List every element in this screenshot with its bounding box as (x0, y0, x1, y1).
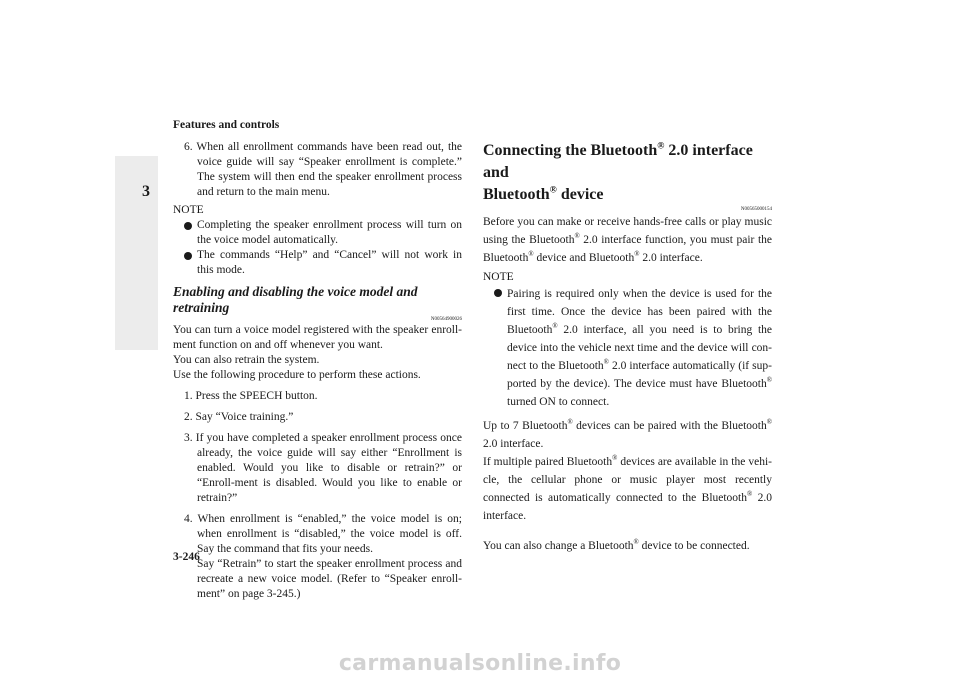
step-2: 2. Say “Voice training.” (184, 411, 294, 423)
section-title: Features and controls (173, 119, 280, 131)
chapter-tab (115, 156, 158, 350)
heading-code: N00564900026 (430, 317, 462, 322)
paragraph: You can also change a Bluetooth® device to be connected. (483, 539, 750, 552)
bullet-icon (184, 222, 192, 230)
section-heading: Connecting the Bluetooth® 2.0 interface and Bluetooth® device (483, 140, 753, 203)
note-item-text: Completing the speaker enrollment process will turn on the voice model automatically. (197, 219, 462, 246)
note-label: NOTE (483, 271, 514, 283)
page-number: 3-246 (173, 551, 200, 563)
step-1: 1. Press the SPEECH button. (184, 390, 318, 402)
intro-paragraph: Before you can make or receive hands-free calls or play music using the Bluetooth® 2.0 interface function, you must pair the Bluetooth® device and Bluetooth® 2.0 interface. (483, 216, 772, 264)
bullet-icon (494, 289, 502, 297)
paragraph: Up to 7 Bluetooth® devices can be paired with the Bluetooth® 2.0 interface. (483, 419, 772, 450)
paragraph: If multiple paired Bluetooth® devices are available in the vehi-cle, the cellular phone or music player most recently connected is automatically connected to the Bluetooth® 2.0 interface. (483, 455, 773, 522)
note-label: NOTE (173, 204, 204, 216)
watermark: carmanualsonline.info (338, 651, 622, 676)
heading-code: N00565000154 (740, 207, 772, 212)
note-item-text: The commands “Help” and “Cancel” will not work in this mode. (197, 249, 462, 276)
intro-line: You can turn a voice model registered with the speaker enroll-ment function on and off whenever you want. (173, 324, 462, 351)
right-column (483, 140, 772, 555)
note-item: Pairing is required only when the device is used for the first time. Once the device has been paired with the Bluetooth® 2.0 interface, all you need is to bring the device into the vehicle next time and the device will con-nect to the Bluetooth® 2.0 interface automatically (if sup-ported by the device). The device must have Bluetooth® turned ON to connect. (483, 285, 772, 411)
intro-line: Use the following procedure to perform these actions. (173, 369, 421, 381)
step-4-continued: Say “Retrain” to start the speaker enrollment process and recreate a new voice model. (Refer to “Speaker enroll-ment” on page 3-245.) (197, 558, 462, 600)
step-3: 3. If you have completed a speaker enrollment process once already, the voice guide will say either “Enrollment is enabled. Would you like to disable or retrain?” or “Enroll-ment is disabled. Would you like to enable or retrain?” (184, 432, 462, 504)
note-item (173, 248, 462, 278)
subsection-heading: Enabling and disabling the voice model and retraining (173, 284, 418, 315)
step-4: 4. When enrollment is “enabled,” the voice model is on; when enrollment is “disabled,” the voice model is off. Say the command that fits your needs. (184, 513, 462, 555)
left-column (173, 140, 462, 602)
intro-line: You can also retrain the system. (173, 354, 320, 366)
note-item (173, 218, 462, 248)
chapter-number: 3 (142, 183, 150, 200)
step-6: 6. When all enrollment commands have been read out, the voice guide will say “Speaker enrollment is complete.” The system will then end the speaker enrollment process and return to the main menu. (184, 141, 462, 198)
bullet-icon (184, 252, 192, 260)
